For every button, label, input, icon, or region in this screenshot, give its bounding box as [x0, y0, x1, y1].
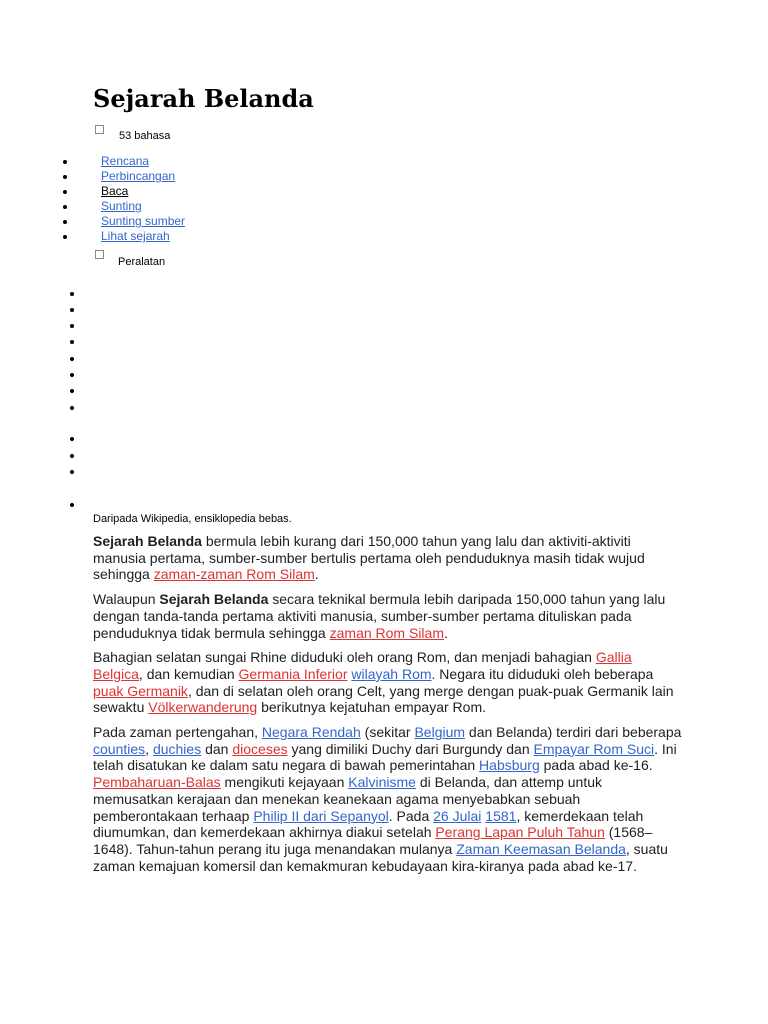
bold-term: Sejarah Belanda [93, 533, 202, 549]
tab-baca[interactable]: Baca [101, 184, 129, 198]
text-run: , dan kemudian [138, 665, 239, 682]
article-link[interactable]: Negara Rendah [261, 724, 361, 741]
bullet-icon [63, 220, 67, 224]
tab-rencana[interactable]: Rencana [101, 154, 150, 168]
article-link[interactable]: 1581 [485, 807, 517, 824]
text-run: berikutnya kejatuhan empayar Rom. [257, 699, 487, 716]
tools-label[interactable]: Peralatan [118, 256, 166, 268]
text-run: , kemerdekaan telah diumumkan, dan kemerdekaan akhirnya diakui setelah [93, 807, 644, 841]
text-run: mengikuti kejayaan [220, 774, 349, 791]
bullet-icon [63, 175, 67, 179]
bullet-icon [70, 454, 74, 458]
language-count-label[interactable]: 53 bahasa [119, 130, 171, 142]
bold-term: Sejarah Belanda [159, 591, 269, 608]
text-run: . Ini telah disatukan ke dalam satu negara di bawah pemerintahan [93, 740, 677, 774]
article-link[interactable]: Empayar Rom Suci [533, 740, 655, 757]
text-run: , dan di selatan oleh orang Celt, yang merge dengan puak-puak Germanik lain sewaktu [93, 682, 674, 716]
tools-toggle-checkbox[interactable] [95, 250, 104, 259]
article-paragraph [93, 724, 683, 874]
text-run: Bahagian selatan sungai Rhine diduduki oleh orang Rom, dan menjadi bahagian [93, 649, 596, 666]
text-run: dan [201, 740, 233, 757]
text-run: dan Belanda) terdiri dari beberapa [465, 724, 682, 741]
article-body [93, 533, 683, 882]
bullet-icon [70, 357, 74, 361]
bullet-icon [70, 292, 74, 296]
article-link[interactable]: Habsburg [479, 757, 540, 774]
text-run: Pada zaman pertengahan, [93, 724, 262, 741]
text-run: , [145, 740, 153, 757]
text-run: . [444, 624, 448, 641]
text-run: bermula lebih kurang dari 150,000 tahun yang lalu dan aktiviti-aktiviti manusia pertama, sumber-sumber bertulis pertama oleh penduduknya masih tidak wujud sehingga [93, 533, 645, 583]
missing-article-link[interactable]: Völkerwanderung [148, 699, 258, 716]
bullet-icon [63, 160, 67, 164]
text-run: . [314, 566, 319, 583]
bullet-icon [70, 373, 74, 377]
missing-article-link[interactable]: zaman-zaman Rom Silam [153, 566, 315, 583]
bullet-icon [70, 406, 74, 410]
bullet-icon [70, 503, 74, 507]
article-link[interactable]: Zaman Keemasan Belanda [456, 840, 626, 857]
missing-article-link[interactable]: Perang Lapan Puluh Tahun [435, 824, 605, 841]
bullet-icon [70, 470, 74, 474]
missing-article-link[interactable]: dioceses [232, 740, 288, 757]
article-link[interactable]: Belgium [414, 724, 466, 741]
article-link[interactable]: duchies [152, 740, 202, 757]
text-run: . Pada [388, 807, 434, 824]
article-link[interactable]: Kalvinisme [348, 774, 416, 791]
text-run: di Belanda, dan attemp untuk memusatkan kerajaan dan menekan keanekaan agama menyebabkan sebuah pemberontakaan terhaap [93, 774, 603, 824]
bullet-icon [63, 235, 67, 239]
bullet-icon [70, 308, 74, 312]
article-paragraph [93, 591, 683, 641]
tab-sunting[interactable]: Sunting [101, 199, 142, 213]
text-run: secara teknikal bermula lebih daripada 150,000 tahun yang lalu dengan tanda-tanda pertama aktiviti manusia, sumber-sumber pertama dituliskan pada penduduknya tidak bermula sehingga [93, 591, 666, 641]
article-link[interactable]: wilayah Rom [351, 665, 432, 682]
bullet-icon [63, 190, 67, 194]
missing-article-link[interactable]: Germania Inferior [238, 665, 348, 682]
tab-lihat-sejarah[interactable]: Lihat sejarah [101, 229, 170, 243]
missing-article-link[interactable]: Gallia Belgica [93, 649, 632, 682]
missing-article-link[interactable]: zaman Rom Silam [329, 624, 444, 641]
text-run: Walaupun [93, 591, 160, 608]
page-title: Sejarah Belanda [93, 84, 314, 113]
article-link[interactable]: 26 Julai [433, 807, 482, 824]
bullet-icon [70, 389, 74, 393]
tab-sunting-sumber[interactable]: Sunting sumber [101, 214, 186, 228]
missing-article-link[interactable]: Pembaharuan-Balas [93, 774, 221, 791]
bullet-icon [70, 324, 74, 328]
article-paragraph [93, 533, 683, 583]
article-link[interactable]: Philip II dari Sepanyol [253, 807, 389, 824]
site-subtitle: Daripada Wikipedia, ensiklopedia bebas. [93, 513, 292, 525]
text-run: pada abad ke-16. [539, 757, 653, 774]
article-link[interactable]: counties [93, 740, 146, 757]
text-run: yang dimiliki Duchy dari Burgundy dan [287, 740, 534, 757]
text-run: . Negara itu diduduki oleh beberapa [431, 665, 654, 682]
text-run: (1568–1648). Tahun-tahun perang itu juga menandakan mulanya [93, 824, 653, 857]
bullet-icon [63, 205, 67, 209]
bullet-icon [70, 437, 74, 441]
bullet-icon [70, 340, 74, 344]
text-run: , suatu zaman kemajuan komersil dan kemakmuran kebudayaan kira-kiranya pada abad ke-17. [93, 840, 668, 874]
language-toggle-checkbox[interactable] [95, 125, 104, 134]
article-paragraph [93, 649, 683, 716]
missing-article-link[interactable]: puak Germanik [93, 682, 188, 699]
tab-perbincangan[interactable]: Perbincangan [101, 169, 176, 183]
text-run: (sekitar [360, 724, 415, 741]
